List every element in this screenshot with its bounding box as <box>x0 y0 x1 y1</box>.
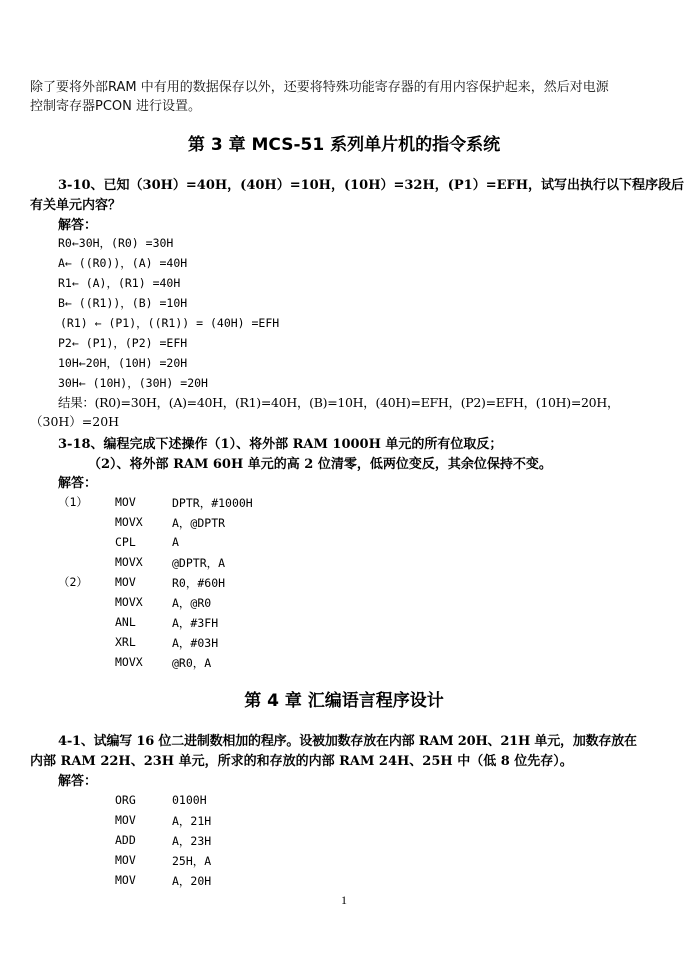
step-line: B← ((R1))，(B) =10H <box>58 296 188 310</box>
chapter-3-title: 第 3 章 MCS-51 系列单片机的指令系统 <box>187 135 501 155</box>
question-3-10-line-2: 有关单元内容？ <box>30 198 122 213</box>
code-arg: A，21H <box>172 814 212 828</box>
intro-line-1: 除了要将外部RAM 中有用的数据保存以外，还要将特殊功能寄存器的有用内容保护起来，然后对电源 <box>30 80 609 95</box>
code-arg: DPTR，#1000H <box>172 496 253 510</box>
part-2-label: （2） <box>58 575 88 589</box>
code-arg: R0，#60H <box>172 576 226 590</box>
code-op: MOV <box>115 813 136 827</box>
code-op: CPL <box>115 535 136 549</box>
step-line: R0←30H，(R0) =30H <box>58 236 174 250</box>
code-arg: A，#3FH <box>172 616 219 630</box>
answer-label: 解答： <box>58 218 98 233</box>
code-arg: 0100H <box>172 793 207 807</box>
code-arg: @R0，A <box>172 656 212 670</box>
code-arg: A，#03H <box>172 636 219 650</box>
question-3-10-line-1: 3-10、已知（30H）=40H，(40H）=10H，(10H）=32H，(P1）=EFH，试写出执行以下程序段后 <box>58 178 685 193</box>
part-1-label: （1） <box>58 495 88 509</box>
step-line: 30H← (10H)，(30H) =20H <box>58 376 208 390</box>
code-op: MOVX <box>115 515 143 529</box>
result-line-1: 结果：(R0)=30H，(A)=40H，(R1)=40H，(B)=10H，(40H)=EFH，(P2)=EFH，(10H)=20H， <box>58 395 620 410</box>
step-line: A← ((R0))，(A) =40H <box>58 256 188 270</box>
chapter-4-title: 第 4 章 汇编语言程序设计 <box>244 691 444 711</box>
step-line: R1← (A)，(R1) =40H <box>58 276 181 290</box>
code-arg: A，20H <box>172 874 212 888</box>
answer-label: 解答： <box>58 476 98 491</box>
code-op: MOVX <box>115 655 143 669</box>
code-arg: A <box>172 535 179 549</box>
code-op: MOV <box>115 853 136 867</box>
question-4-1-line-1: 4-1、试编写 16 位二进制数相加的程序。设被加数存放在内部 RAM 20H、21H 单元，加数存放在 <box>58 734 637 749</box>
code-op: ORG <box>115 793 136 807</box>
result-line-2: （30H）=20H <box>30 414 120 429</box>
question-4-1-line-2: 内部 RAM 22H、23H 单元，所求的和存放的内部 RAM 24H、25H 中（低 8 位先存）。 <box>30 754 573 769</box>
step-line: P2← (P1)，(P2) =EFH <box>58 336 188 350</box>
answer-label: 解答： <box>58 774 98 789</box>
page-number: 1 <box>341 893 347 907</box>
step-line: 10H←20H，(10H) =20H <box>58 356 188 370</box>
code-op: XRL <box>115 635 136 649</box>
code-arg: A，@R0 <box>172 596 212 610</box>
code-op: MOV <box>115 575 136 589</box>
question-3-18-line-2: （2）、将外部 RAM 60H 单元的高 2 位清零，低两位变反，其余位保持不变。 <box>88 457 552 472</box>
code-arg: A，@DPTR <box>172 516 226 530</box>
code-arg: A，23H <box>172 834 212 848</box>
code-op: MOV <box>115 495 136 509</box>
question-3-18-line-1: 3-18、编程完成下述操作（1）、将外部 RAM 1000H 单元的所有位取反； <box>58 437 503 452</box>
intro-line-2: 控制寄存器PCON 进行设置。 <box>30 99 202 114</box>
code-op: MOV <box>115 873 136 887</box>
code-op: MOVX <box>115 595 143 609</box>
code-arg: @DPTR，A <box>172 556 226 570</box>
code-op: ADD <box>115 833 136 847</box>
step-line: (R1) ← (P1)，((R1)) = (40H) =EFH <box>60 316 280 330</box>
code-arg: 25H，A <box>172 854 212 868</box>
code-op: ANL <box>115 615 136 629</box>
code-op: MOVX <box>115 555 143 569</box>
